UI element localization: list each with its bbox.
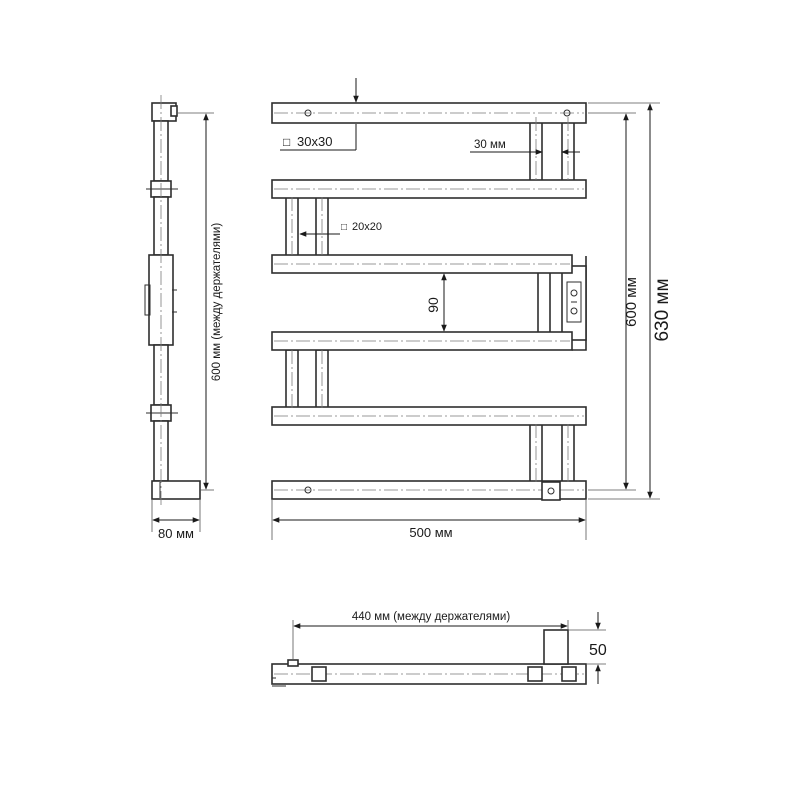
pipe-small-symbol: □ (341, 222, 348, 233)
gap-label: 90 (425, 297, 441, 313)
bottom-view (272, 612, 606, 686)
bar-3 (272, 255, 572, 273)
side-view (145, 95, 214, 532)
depth-label: 80 мм (158, 526, 194, 541)
post-width-label: 30 мм (474, 139, 506, 151)
pipe-main-label: 30x30 (297, 134, 333, 149)
right-post-bottom (530, 424, 574, 482)
bar-4 (272, 332, 572, 350)
pipe-main-symbol: □ (283, 135, 291, 149)
bottom-width-label: 440 мм (между держателями) (351, 611, 511, 623)
side-height-label: 600 мм (между держателями) (211, 222, 223, 382)
right-post-top (530, 117, 574, 183)
bar-5 (272, 407, 586, 425)
bottom-height-label: 50 (589, 642, 607, 659)
bar-2 (272, 180, 586, 198)
pipe-small-label: 20x20 (352, 221, 382, 233)
bar-1 (272, 103, 586, 123)
height-inner-label: 600 мм (623, 277, 640, 327)
bar-6 (272, 481, 586, 500)
height-total-label: 630 мм (652, 278, 673, 342)
width-total-label: 500 мм (409, 525, 453, 540)
